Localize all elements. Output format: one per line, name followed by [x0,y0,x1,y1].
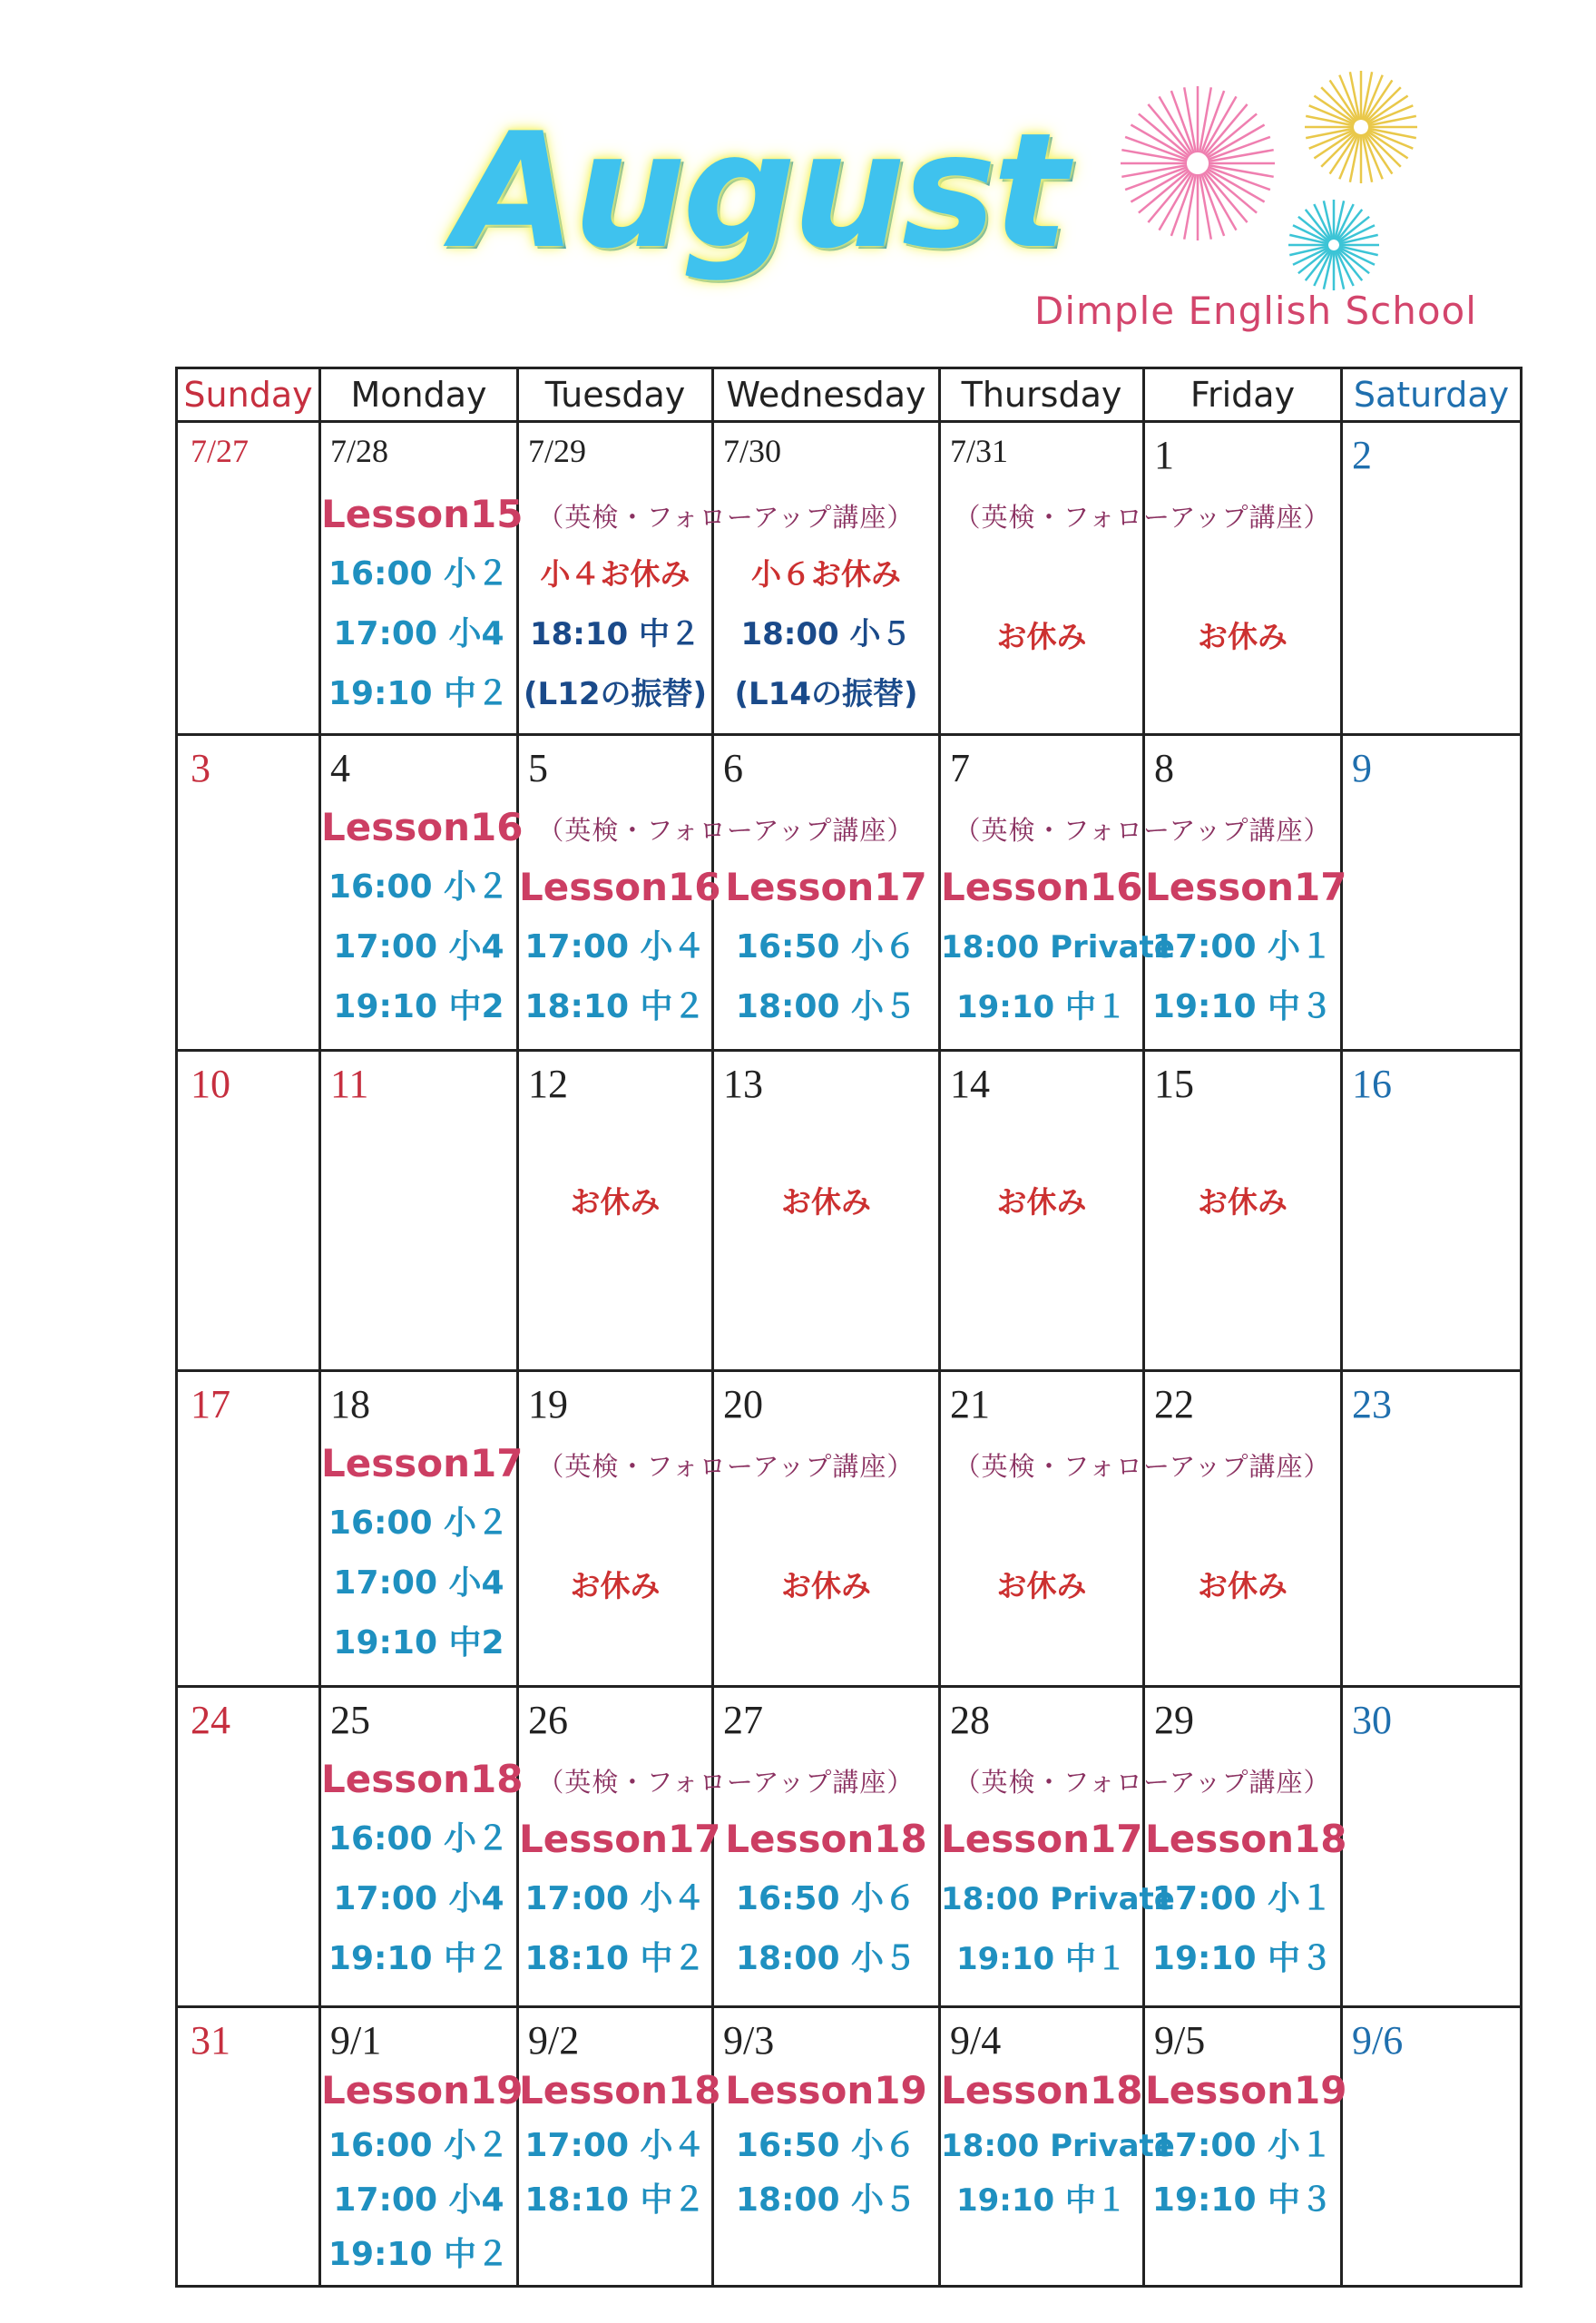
date-label: 18 [330,1382,370,1426]
date-label: 7/28 [330,433,389,469]
lesson-label: Lesson18 [941,2068,1143,2112]
eiken-banner: （英検・フォローアップ講座） [954,815,1331,846]
day-cell [1144,1371,1342,1687]
class-time: 19:10 中３ [1151,988,1334,1025]
date-label: 2 [1352,433,1372,477]
day-cell [1144,1051,1342,1371]
class-time: 16:00 小２ [328,868,510,906]
closed-label: お休み [1198,619,1288,654]
eiken-banner: （英検・フォローアップ講座） [537,1451,915,1482]
week-row [177,422,1522,735]
date-label: 14 [950,1062,990,1106]
lesson-label: Lesson19 [321,2068,524,2112]
closed-note: 小６お休み [751,556,901,592]
eiken-banner: （英検・フォローアップ講座） [537,815,915,846]
lesson-label: Lesson18 [519,2068,721,2112]
class-time: 17:00 小１ [1151,1880,1334,1917]
week-row [177,2007,1522,2287]
lesson-label: Lesson17 [1145,865,1347,909]
lesson-label: Lesson17 [321,1441,524,1485]
class-time: 18:00 Private [941,929,1175,965]
date-label: 9/3 [723,2018,775,2063]
date-label: 16 [1352,1062,1392,1106]
header-wednesday: Wednesday [713,368,940,422]
closed-label: お休み [996,619,1087,654]
class-time: 17:00 小１ [1151,928,1334,965]
class-time: 16:50 小６ [735,928,917,965]
class-time: 19:10 中１ [955,989,1128,1025]
date-label: 9/5 [1154,2018,1206,2063]
header-tuesday: Tuesday [518,368,713,422]
class-time: 16:50 小６ [735,1880,917,1917]
day-cell [320,1371,524,1687]
day-cell [1144,2007,1347,2287]
lesson-label: Lesson17 [725,865,927,909]
closed-label: お休み [1198,1568,1288,1603]
day-cell [177,422,320,735]
date-label: 21 [950,1382,990,1426]
date-label: 22 [1154,1382,1194,1426]
class-time: 18:00 小５ [735,988,917,1025]
day-cell [1144,422,1342,735]
class-time: 17:00 小4 [333,928,504,965]
class-time: 19:10 中１ [955,2182,1128,2219]
date-label: 9 [1352,746,1372,790]
day-cell [1342,2007,1522,2287]
header-sunday: Sunday [177,368,320,422]
date-label: 4 [330,746,350,790]
class-time: 18:00 小５ [740,616,912,652]
day-cell [713,1051,940,1371]
class-time: 18:10 中２ [529,616,701,652]
closed-label: お休み [996,1568,1087,1603]
class-time: 19:10 中2 [333,988,504,1025]
day-cell [320,735,524,1051]
day-cell [1144,735,1347,1051]
day-cell [1342,1051,1522,1371]
lesson-label: Lesson18 [321,1757,524,1801]
closed-label: お休み [570,1568,661,1603]
makeup-note: (L12の振替) [523,676,708,712]
day-cell [1342,1371,1522,1687]
date-label: 31 [191,2018,230,2063]
class-time: 17:00 小4 [333,1564,504,1602]
day-cell [518,1051,713,1371]
day-cell [940,1051,1144,1371]
week-row [177,1687,1522,2007]
day-cell [320,2007,524,2287]
day-cell [320,1687,524,2007]
date-label: 6 [723,746,743,790]
week-row [177,735,1522,1051]
date-label: 11 [330,1062,369,1106]
day-cell [518,2007,721,2287]
date-label: 5 [528,746,548,790]
lesson-label: Lesson16 [941,865,1143,909]
class-time: 17:00 小4 [333,1880,504,1917]
class-time: 18:00 小５ [735,2181,917,2219]
header-monday: Monday [320,368,518,422]
date-label: 7/29 [528,433,587,469]
lesson-label: Lesson16 [321,805,524,849]
closed-label: お休み [996,1184,1087,1220]
day-cell [177,1051,320,1371]
week-row [177,1371,1522,1687]
lesson-label: Lesson17 [941,1817,1143,1861]
day-cell [1144,1687,1347,2007]
date-label: 9/4 [950,2018,1002,2063]
page-title: August [454,100,1065,284]
class-time: 19:10 中２ [328,1940,510,1977]
date-label: 19 [528,1382,568,1426]
school-name: Dimple English School [1034,289,1477,333]
day-cell [177,735,320,1051]
date-label: 12 [528,1062,568,1106]
class-time: 17:00 小４ [524,1880,706,1917]
class-time: 17:00 小4 [333,615,504,652]
eiken-banner: （英検・フォローアップ講座） [537,1767,915,1798]
lesson-label: Lesson16 [519,865,721,909]
date-label: 23 [1352,1382,1392,1426]
day-cell [940,2007,1175,2287]
date-label: 3 [191,746,211,790]
day-cell [1342,735,1522,1051]
eiken-banner: （英検・フォローアップ講座） [954,1451,1331,1482]
lesson-label: Lesson15 [321,492,524,536]
day-cell [1342,1687,1522,2007]
date-label: 30 [1352,1698,1392,1742]
date-label: 27 [723,1698,763,1742]
lesson-label: Lesson17 [519,1817,721,1861]
date-label: 13 [723,1062,763,1106]
day-cell [713,1371,940,1687]
class-time: 18:00 小５ [735,1940,917,1977]
eiken-banner: （英検・フォローアップ講座） [954,502,1331,533]
date-label: 10 [191,1062,230,1106]
eiken-banner: （英検・フォローアップ講座） [954,1767,1331,1798]
class-time: 18:00 Private [941,2128,1175,2164]
class-time: 19:10 中３ [1151,2181,1334,2219]
lesson-label: Lesson19 [725,2068,927,2112]
day-cell [177,1687,320,2007]
lesson-label: Lesson18 [725,1817,927,1861]
date-label: 29 [1154,1698,1194,1742]
date-label: 9/6 [1352,2018,1404,2063]
header-thursday: Thursday [940,368,1144,422]
class-time: 19:10 中１ [955,1941,1128,1977]
class-time: 18:10 中２ [524,2181,706,2219]
day-cell [713,735,940,1051]
class-time: 16:50 小６ [735,2127,917,2164]
weekday-header-row [177,368,1522,422]
lesson-label: Lesson19 [1145,2068,1347,2112]
date-label: 28 [950,1698,990,1742]
date-label: 9/1 [330,2018,382,2063]
date-label: 20 [723,1382,763,1426]
closed-note: 小４お休み [540,556,690,592]
eiken-banner: （英検・フォローアップ講座） [537,502,915,533]
day-cell [320,1051,518,1371]
class-time: 16:00 小２ [328,2127,510,2164]
day-cell [177,1371,320,1687]
class-time: 16:00 小２ [328,555,510,593]
class-time: 17:00 小４ [524,928,706,965]
date-label: 25 [330,1698,370,1742]
day-cell [713,2007,940,2287]
day-cell [713,1687,940,2007]
class-time: 18:10 中２ [524,1940,706,1977]
class-time: 17:00 小４ [524,2127,706,2164]
date-label: 17 [191,1382,230,1426]
class-time: 18:00 Private [941,1881,1175,1917]
closed-label: お休み [781,1184,871,1220]
day-cell [940,422,1331,735]
day-cell [1342,422,1522,735]
date-label: 1 [1154,433,1174,477]
date-label: 7/30 [723,433,782,469]
date-label: 8 [1154,746,1174,790]
class-time: 17:00 小4 [333,2181,504,2219]
day-cell [320,422,524,735]
date-label: 7/31 [950,433,1009,469]
fireworks-decoration [1107,64,1452,299]
closed-label: お休み [781,1568,871,1603]
header-friday: Friday [1144,368,1342,422]
class-time: 19:10 中２ [328,2236,510,2273]
class-time: 16:00 小２ [328,1820,510,1857]
class-time: 17:00 小１ [1151,2127,1334,2164]
calendar-table [175,367,1523,2288]
class-time: 18:10 中２ [524,988,706,1025]
day-cell [713,422,940,735]
date-label: 7/27 [191,433,250,469]
date-label: 7 [950,746,970,790]
closed-label: お休み [1198,1184,1288,1220]
makeup-note: (L14の振替) [734,676,918,712]
date-label: 26 [528,1698,568,1742]
date-label: 15 [1154,1062,1194,1106]
class-time: 19:10 中2 [333,1624,504,1661]
class-time: 19:10 中３ [1151,1940,1334,1977]
closed-label: お休み [570,1184,661,1220]
lesson-label: Lesson18 [1145,1817,1347,1861]
date-label: 9/2 [528,2018,580,2063]
header-saturday: Saturday [1342,368,1522,422]
class-time: 16:00 小２ [328,1505,510,1542]
class-time: 19:10 中２ [328,675,510,712]
day-cell [177,2007,320,2287]
week-row [177,1051,1522,1371]
date-label: 24 [191,1698,230,1742]
